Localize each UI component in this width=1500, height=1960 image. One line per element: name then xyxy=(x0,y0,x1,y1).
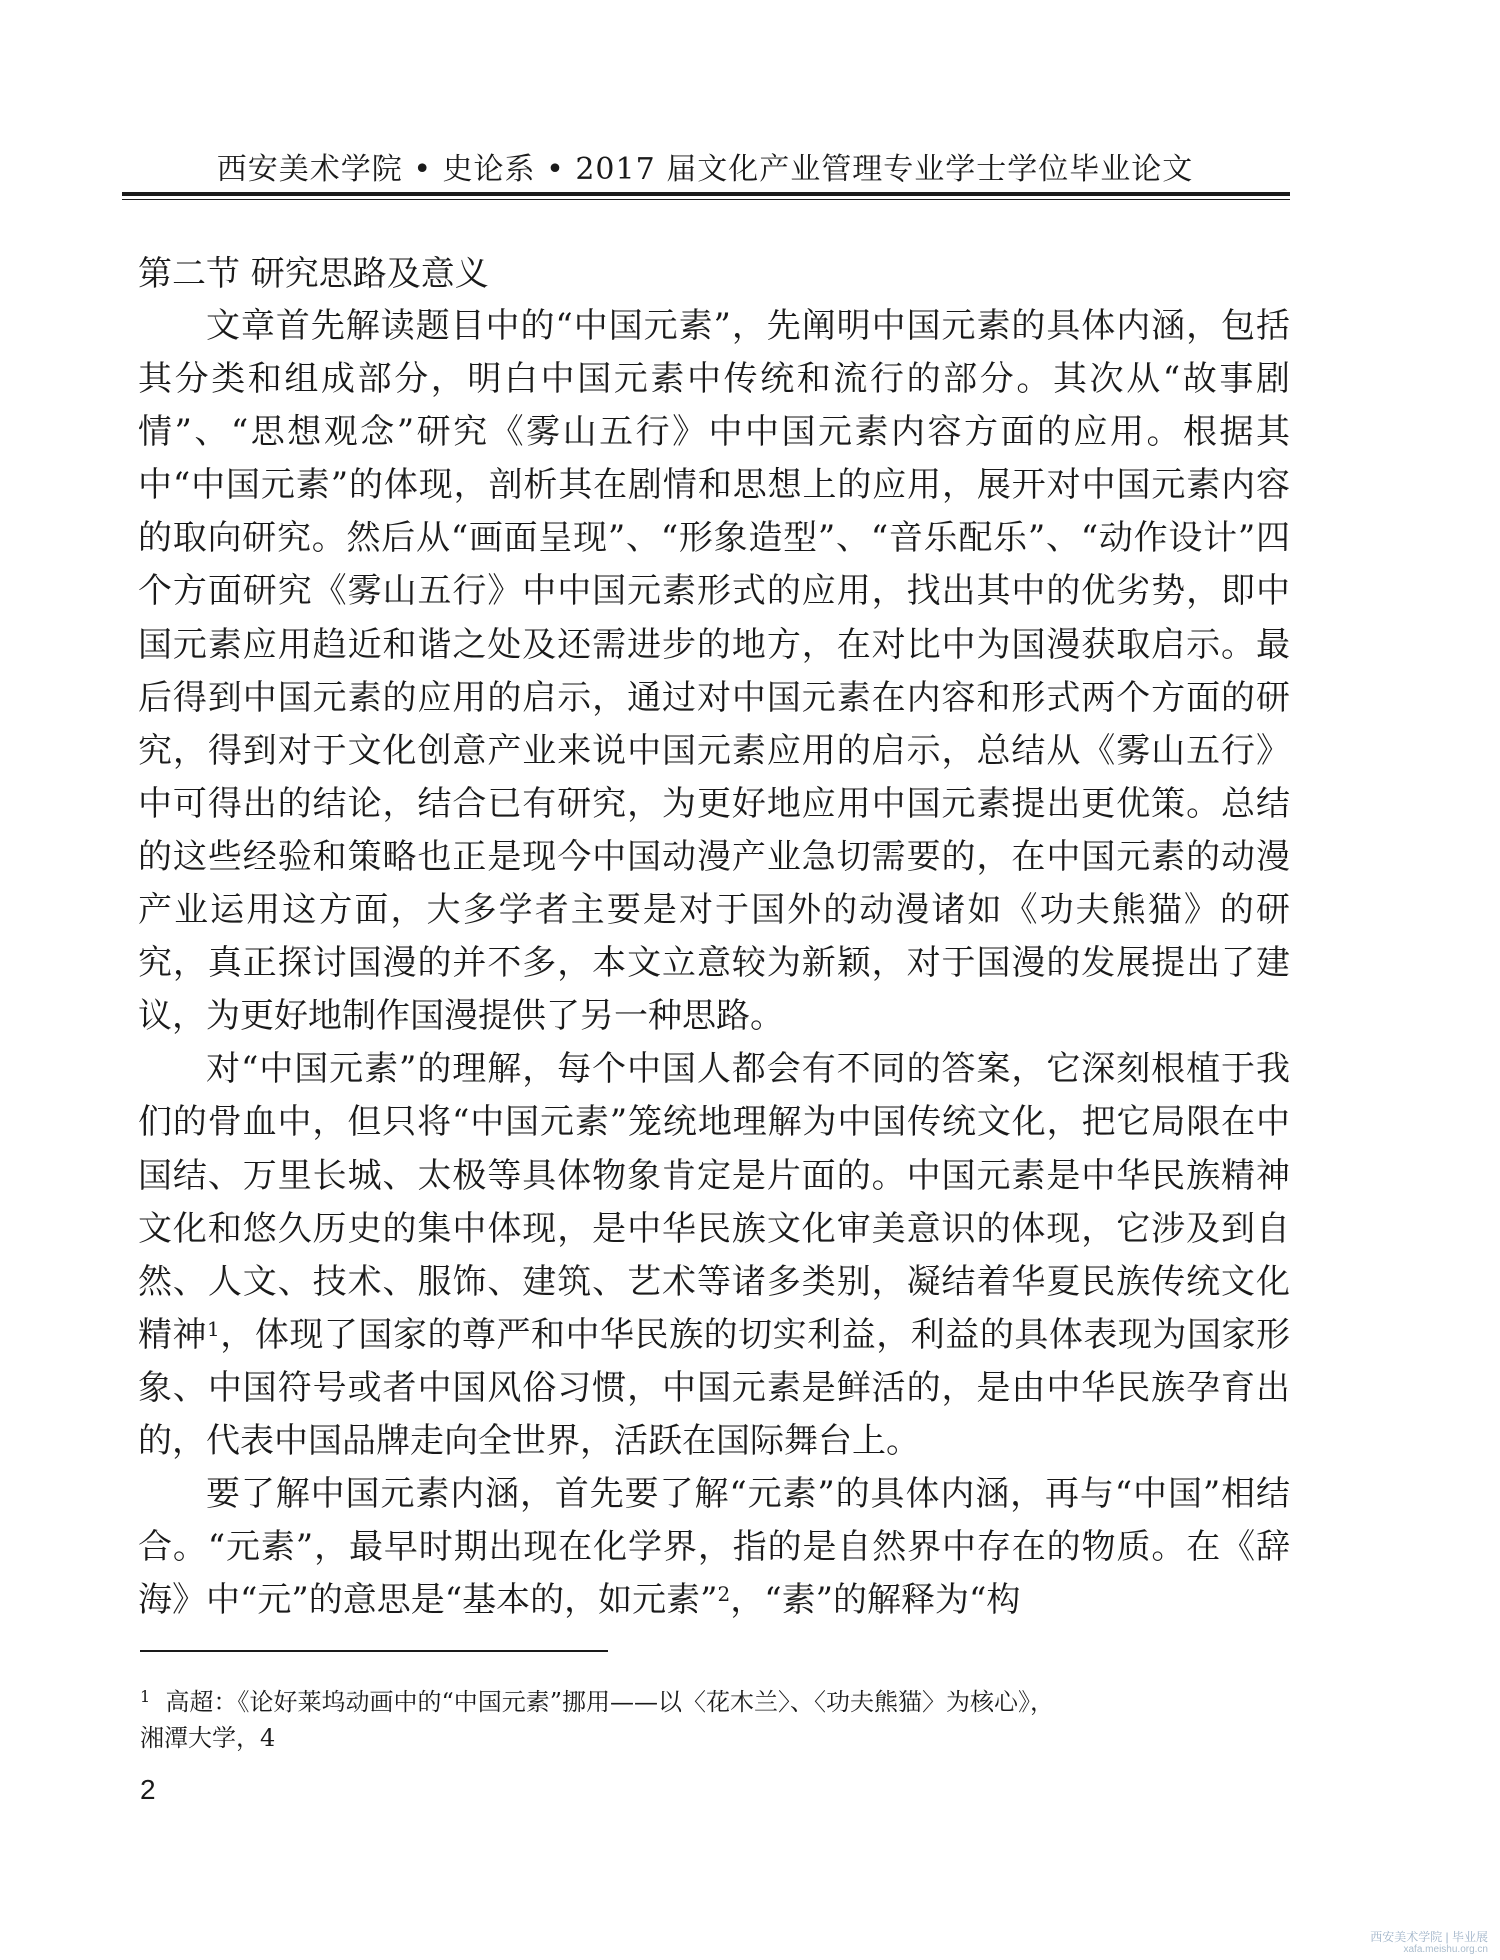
header-rule-thick xyxy=(122,192,1290,196)
watermark xyxy=(1370,1930,1488,1956)
footnote-text: 高超：《论好莱坞动画中的“中国元素”挪用——以〈花木兰〉、〈功夫熊猫〉为核心》， xyxy=(165,1688,1054,1716)
footnote-line xyxy=(140,1684,1290,1720)
running-header: 西安美术学院 • 史论系 • 2017 届文化产业管理专业学士学位毕业论文 xyxy=(216,152,1194,187)
paragraph-text: ，“素”的解释为“构 xyxy=(730,1580,1021,1621)
footnote-ref-2[interactable]: 2 xyxy=(717,1582,731,1607)
footnote-marker: 1 xyxy=(140,1687,151,1706)
paragraph-element-meaning xyxy=(138,1468,1290,1627)
paragraph-chinese-elements-definition xyxy=(138,1043,1290,1468)
footnote xyxy=(140,1684,1290,1756)
footnote-ref-1[interactable]: 1 xyxy=(207,1316,220,1341)
watermark-main: 西安美术学院 | 毕业展 xyxy=(1370,1930,1488,1944)
paragraph-text: 对“中国元素”的理解，每个中国人都会有不同的答案，它深刻根植于我们的骨血中，但只将“中国元素”笼统地理解为中国传统文化，把它局限在中国结、万里长城、太极等具体物象肯定是片面的。中国元素是中华民族精神文化和悠久历史的集中体现，是中华民族文化审美意识的体现，它涉及到自然、人文、技术、服饰、建筑、艺术等诸多类别，凝结着华夏民族传统文化精神 xyxy=(138,1049,1290,1355)
paragraph-text: ，体现了国家的尊严和中华民族的切实利益，利益的具体表现为国家形象、中国符号或者中国风俗习惯，中国元素是鲜活的，是由中华民族孕育出的，代表中国品牌走向全世界，活跃在国际舞台上。 xyxy=(138,1314,1290,1461)
section-title: 第二节 研究思路及意义 xyxy=(138,254,489,294)
body-text xyxy=(138,300,1290,1627)
page-number: 2 xyxy=(140,1774,156,1805)
header-rule-thin xyxy=(122,199,1290,200)
paragraph-research-approach: 文章首先解读题目中的“中国元素”，先阐明中国元素的具体内涵，包括其分类和组成部分，明白中国元素中传统和流行的部分。其次从“故事剧情”、“思想观念”研究《雾山五行》中中国元素内容方面的应用。根据其中“中国元素”的体现，剖析其在剧情和思想上的应用，展开对中国元素内容的取向研究。然后从“画面呈现”、“形象造型”、“音乐配乐”、“动作设计”四个方面研究《雾山五行》中中国元素形式的应用，找出其中的优劣势，即中国元素应用趋近和谐之处及还需进步的地方，在对比中为国漫获取启示。最后得到中国元素的应用的启示，通过对中国元素在内容和形式两个方面的研究，得到对于文化创意产业来说中国元素应用的启示，总结从《雾山五行》中可得出的结论，结合已有研究，为更好地应用中国元素提出更优策。总结的这些经验和策略也正是现今中国动漫产业急切需要的，在中国元素的动漫产业运用这方面，大多学者主要是对于国外的动漫诸如《功夫熊猫》的研究，真正探讨国漫的并不多，本文立意较为新颖，对于国漫的发展提出了建议，为更好地制作国漫提供了另一种思路。 xyxy=(138,306,1290,1037)
paragraph-text: 要了解中国元素内涵，首先要了解“元素”的具体内涵，再与“中国”相结合。“元素”，最早时期出现在化学界，指的是自然界中存在的物质。在《辞海》中“元”的意思是“基本的，如元素” xyxy=(138,1474,1290,1621)
watermark-url: xafa.meishu.org.cn xyxy=(1403,1944,1488,1955)
footnote-separator xyxy=(140,1650,608,1652)
footnote-line: 湘潭大学，4 xyxy=(140,1724,276,1752)
